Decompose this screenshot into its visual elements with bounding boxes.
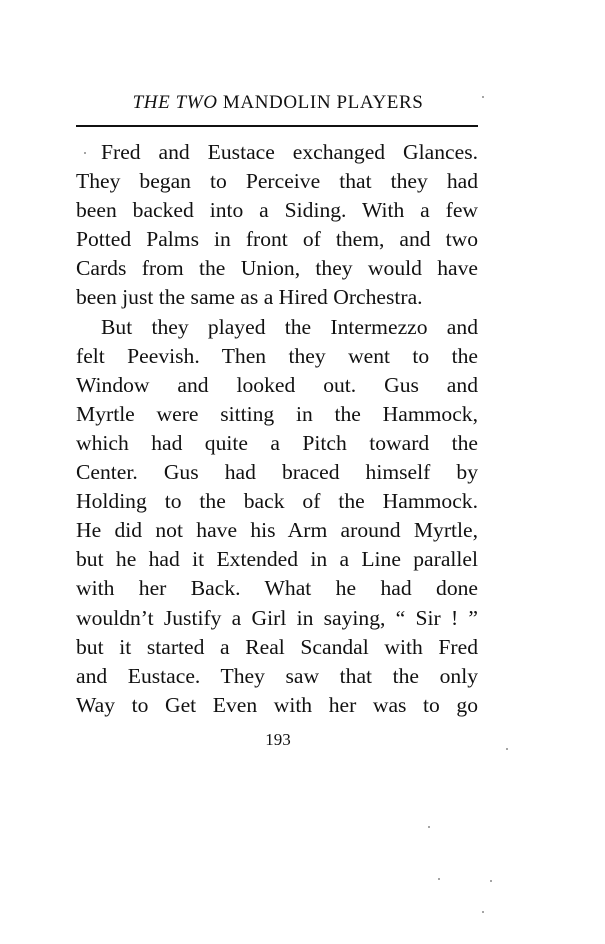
text-line: felt Peevish. Then they went to the: [76, 343, 478, 368]
body-text: [76, 138, 478, 720]
text-line: with her Back. What he had done: [76, 576, 478, 601]
text-line: They began to Perceive that they had: [76, 169, 478, 194]
text-line: He did not have his Arm around Myrtle,: [76, 518, 478, 543]
text-line: wouldn’t Justify a Girl in saying, “ Sir ! ”: [76, 605, 478, 630]
text-line: but he had it Extended in a Line parallel: [76, 547, 478, 572]
text-line: Fred and Eustace exchanged Glances.: [101, 140, 478, 164]
text-line: been just the same as a Hired Orchestra.: [76, 285, 423, 310]
text-line: which had quite a Pitch toward the: [76, 430, 478, 455]
running-head-italic: THE TWO: [132, 92, 218, 113]
text-line: Holding to the back of the Hammock.: [76, 489, 478, 514]
text-line: Potted Palms in front of them, and two: [76, 227, 478, 252]
page-number: 193: [265, 730, 291, 749]
text-line: been backed into a Siding. With a few: [76, 198, 478, 223]
text-line: Myrtle were sitting in the Hammock,: [76, 401, 478, 426]
text-line: Way to Get Even with her was to go: [76, 692, 478, 717]
text-line: Cards from the Union, they would have: [76, 256, 478, 281]
running-head-title: MANDOLIN PLAYERS: [222, 92, 424, 113]
text-line: Window and looked out. Gus and: [76, 372, 478, 397]
text-line: but it started a Real Scandal with Fred: [76, 634, 478, 659]
header-rule: [76, 125, 478, 127]
text-line: But they played the Intermezzo and: [101, 314, 478, 339]
text-line: Center. Gus had braced himself by: [76, 460, 478, 485]
text-line: and Eustace. They saw that the only: [76, 663, 478, 688]
running-head: [78, 88, 478, 118]
